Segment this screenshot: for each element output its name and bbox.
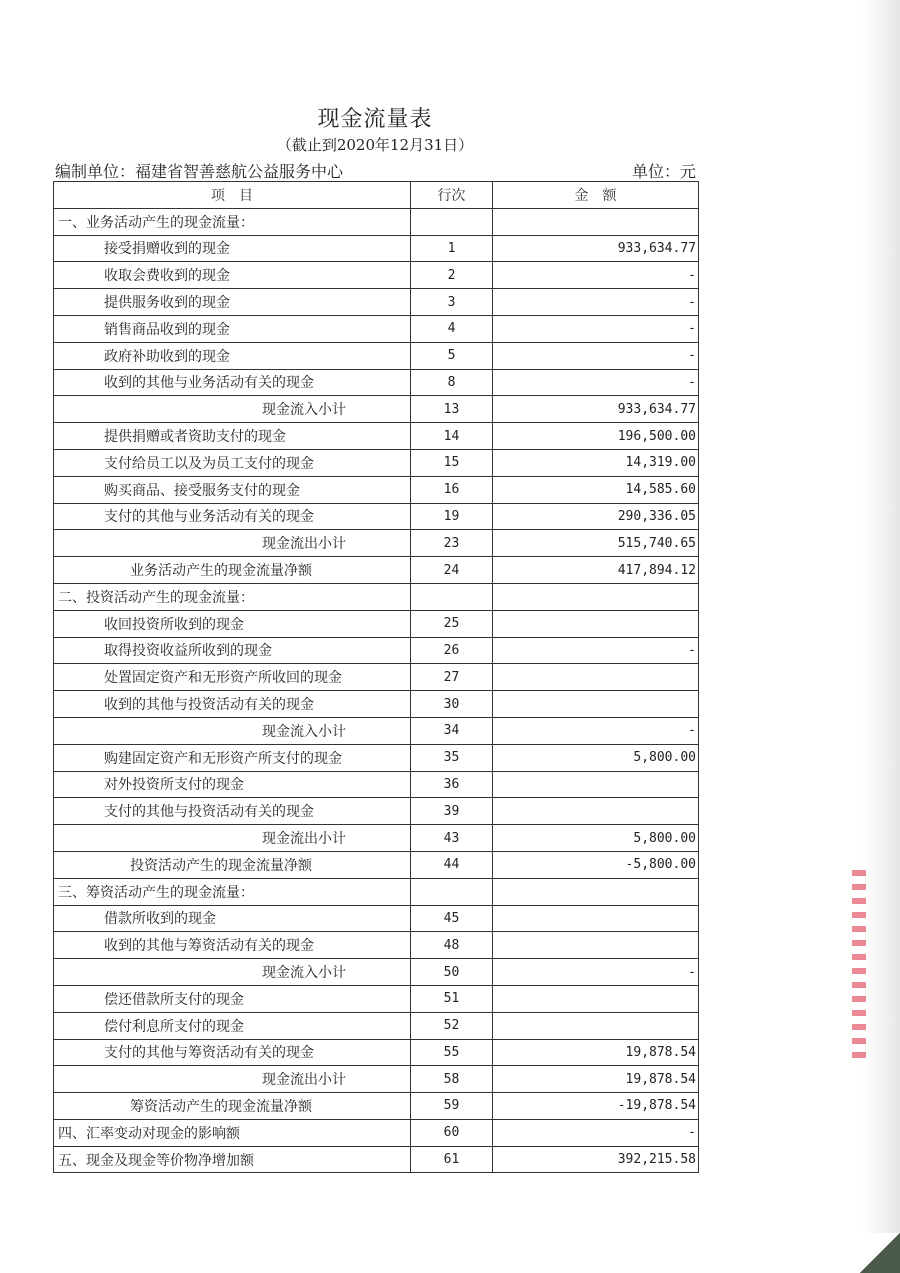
table-header <box>54 182 699 209</box>
table-row <box>54 637 699 664</box>
table-row <box>54 449 699 476</box>
table-row <box>54 985 699 1012</box>
amount: 196,500.00 <box>493 423 699 450</box>
row-number: 14 <box>411 423 493 450</box>
table-row <box>54 825 699 852</box>
item-label: 五、现金及现金等价物净增加额 <box>54 1146 411 1173</box>
item-label: 现金流入小计 <box>54 717 411 744</box>
row-number: 50 <box>411 959 493 986</box>
amount: 19,878.54 <box>493 1039 699 1066</box>
item-label: 收取会费收到的现金 <box>54 262 411 289</box>
table-row <box>54 851 699 878</box>
amount: 392,215.58 <box>493 1146 699 1173</box>
item-label: 处置固定资产和无形资产所收回的现金 <box>54 664 411 691</box>
table-row <box>54 289 699 316</box>
amount: -19,878.54 <box>493 1093 699 1120</box>
table-row <box>54 1066 699 1093</box>
item-label: 三、筹资活动产生的现金流量： <box>54 878 411 905</box>
amount: 5,800.00 <box>493 744 699 771</box>
item-label: 对外投资所支付的现金 <box>54 771 411 798</box>
item-label: 收到的其他与投资活动有关的现金 <box>54 691 411 718</box>
organization-label: 编制单位：福建省智善慈航公益服务中心 <box>55 162 344 181</box>
row-number <box>411 878 493 905</box>
table-row <box>54 717 699 744</box>
table-row <box>54 369 699 396</box>
row-number: 26 <box>411 637 493 664</box>
item-label: 现金流出小计 <box>54 825 411 852</box>
table-row <box>54 583 699 610</box>
amount: - <box>493 717 699 744</box>
item-label: 收回投资所收到的现金 <box>54 610 411 637</box>
amount: - <box>493 315 699 342</box>
table-row <box>54 932 699 959</box>
table-row <box>54 342 699 369</box>
amount: - <box>493 637 699 664</box>
table-row <box>54 1039 699 1066</box>
item-label: 取得投资收益所收到的现金 <box>54 637 411 664</box>
table-row <box>54 315 699 342</box>
table-row <box>54 557 699 584</box>
header-row-number: 行次 <box>411 182 493 209</box>
item-label: 筹资活动产生的现金流量净额 <box>54 1093 411 1120</box>
row-number: 60 <box>411 1119 493 1146</box>
table-row <box>54 235 699 262</box>
amount <box>493 985 699 1012</box>
amount: 290,336.05 <box>493 503 699 530</box>
row-number: 2 <box>411 262 493 289</box>
item-label: 现金流入小计 <box>54 959 411 986</box>
amount: - <box>493 959 699 986</box>
row-number: 35 <box>411 744 493 771</box>
amount: 14,585.60 <box>493 476 699 503</box>
item-label: 现金流出小计 <box>54 1066 411 1093</box>
row-number: 23 <box>411 530 493 557</box>
item-label: 偿还借款所支付的现金 <box>54 985 411 1012</box>
item-label: 业务活动产生的现金流量净额 <box>54 557 411 584</box>
amount: 5,800.00 <box>493 825 699 852</box>
amount: - <box>493 369 699 396</box>
item-label: 一、业务活动产生的现金流量： <box>54 208 411 235</box>
row-number: 61 <box>411 1146 493 1173</box>
row-number: 51 <box>411 985 493 1012</box>
table-row <box>54 1119 699 1146</box>
item-label: 现金流出小计 <box>54 530 411 557</box>
amount: - <box>493 342 699 369</box>
row-number: 1 <box>411 235 493 262</box>
amount: 19,878.54 <box>493 1066 699 1093</box>
seal-stamp-fragment <box>852 870 866 1060</box>
item-label: 二、投资活动产生的现金流量： <box>54 583 411 610</box>
item-label: 收到的其他与筹资活动有关的现金 <box>54 932 411 959</box>
row-number: 52 <box>411 1012 493 1039</box>
row-number: 59 <box>411 1093 493 1120</box>
amount <box>493 905 699 932</box>
row-number: 5 <box>411 342 493 369</box>
row-number: 48 <box>411 932 493 959</box>
table-row <box>54 396 699 423</box>
item-label: 现金流入小计 <box>54 396 411 423</box>
row-number: 39 <box>411 798 493 825</box>
table-row <box>54 530 699 557</box>
item-label: 销售商品收到的现金 <box>54 315 411 342</box>
table-row <box>54 208 699 235</box>
table-row <box>54 262 699 289</box>
item-label: 投资活动产生的现金流量净额 <box>54 851 411 878</box>
row-number: 30 <box>411 691 493 718</box>
table-row <box>54 959 699 986</box>
amount: 515,740.65 <box>493 530 699 557</box>
amount: 14,319.00 <box>493 449 699 476</box>
table-row <box>54 610 699 637</box>
item-label: 四、汇率变动对现金的影响额 <box>54 1119 411 1146</box>
row-number: 4 <box>411 315 493 342</box>
amount: - <box>493 289 699 316</box>
row-number: 8 <box>411 369 493 396</box>
row-number: 34 <box>411 717 493 744</box>
row-number: 19 <box>411 503 493 530</box>
item-label: 支付给员工以及为员工支付的现金 <box>54 449 411 476</box>
amount: -5,800.00 <box>493 851 699 878</box>
row-number: 45 <box>411 905 493 932</box>
table-row <box>54 905 699 932</box>
amount <box>493 771 699 798</box>
row-number: 55 <box>411 1039 493 1066</box>
item-label: 提供捐赠或者资助支付的现金 <box>54 423 411 450</box>
amount <box>493 932 699 959</box>
table-row <box>54 1146 699 1173</box>
row-number: 58 <box>411 1066 493 1093</box>
row-number: 27 <box>411 664 493 691</box>
row-number: 16 <box>411 476 493 503</box>
amount <box>493 1012 699 1039</box>
item-label: 政府补助收到的现金 <box>54 342 411 369</box>
amount: 933,634.77 <box>493 235 699 262</box>
table-row <box>54 423 699 450</box>
item-label: 购建固定资产和无形资产所支付的现金 <box>54 744 411 771</box>
table-row <box>54 744 699 771</box>
table-row <box>54 798 699 825</box>
row-number: 24 <box>411 557 493 584</box>
table-row <box>54 1012 699 1039</box>
table-row <box>54 476 699 503</box>
table-row <box>54 664 699 691</box>
document-subtitle: （截止到2020年12月31日） <box>276 136 474 154</box>
amount <box>493 798 699 825</box>
table-row <box>54 878 699 905</box>
row-number <box>411 583 493 610</box>
amount <box>493 691 699 718</box>
document-title: 现金流量表 <box>317 107 433 132</box>
header-item: 项 目 <box>54 182 411 209</box>
amount <box>493 583 699 610</box>
amount: 933,634.77 <box>493 396 699 423</box>
row-number: 13 <box>411 396 493 423</box>
currency-unit: 单位：元 <box>631 162 696 181</box>
row-number <box>411 208 493 235</box>
item-label: 接受捐赠收到的现金 <box>54 235 411 262</box>
amount: - <box>493 1119 699 1146</box>
row-number: 3 <box>411 289 493 316</box>
row-number: 36 <box>411 771 493 798</box>
header-amount: 金 额 <box>493 182 699 209</box>
amount <box>493 610 699 637</box>
item-label: 支付的其他与投资活动有关的现金 <box>54 798 411 825</box>
table-row <box>54 1093 699 1120</box>
item-label: 支付的其他与筹资活动有关的现金 <box>54 1039 411 1066</box>
table-row <box>54 503 699 530</box>
table-row <box>54 771 699 798</box>
row-number: 25 <box>411 610 493 637</box>
item-label: 借款所收到的现金 <box>54 905 411 932</box>
row-number: 15 <box>411 449 493 476</box>
row-number: 43 <box>411 825 493 852</box>
amount <box>493 664 699 691</box>
amount: - <box>493 262 699 289</box>
item-label: 支付的其他与业务活动有关的现金 <box>54 503 411 530</box>
amount: 417,894.12 <box>493 557 699 584</box>
item-label: 购买商品、接受服务支付的现金 <box>54 476 411 503</box>
row-number: 44 <box>411 851 493 878</box>
item-label: 收到的其他与业务活动有关的现金 <box>54 369 411 396</box>
item-label: 偿付利息所支付的现金 <box>54 1012 411 1039</box>
scan-corner <box>860 1233 900 1273</box>
amount <box>493 878 699 905</box>
amount <box>493 208 699 235</box>
item-label: 提供服务收到的现金 <box>54 289 411 316</box>
table-row <box>54 691 699 718</box>
scan-edge <box>862 0 900 1273</box>
cash-flow-table <box>53 181 699 1173</box>
